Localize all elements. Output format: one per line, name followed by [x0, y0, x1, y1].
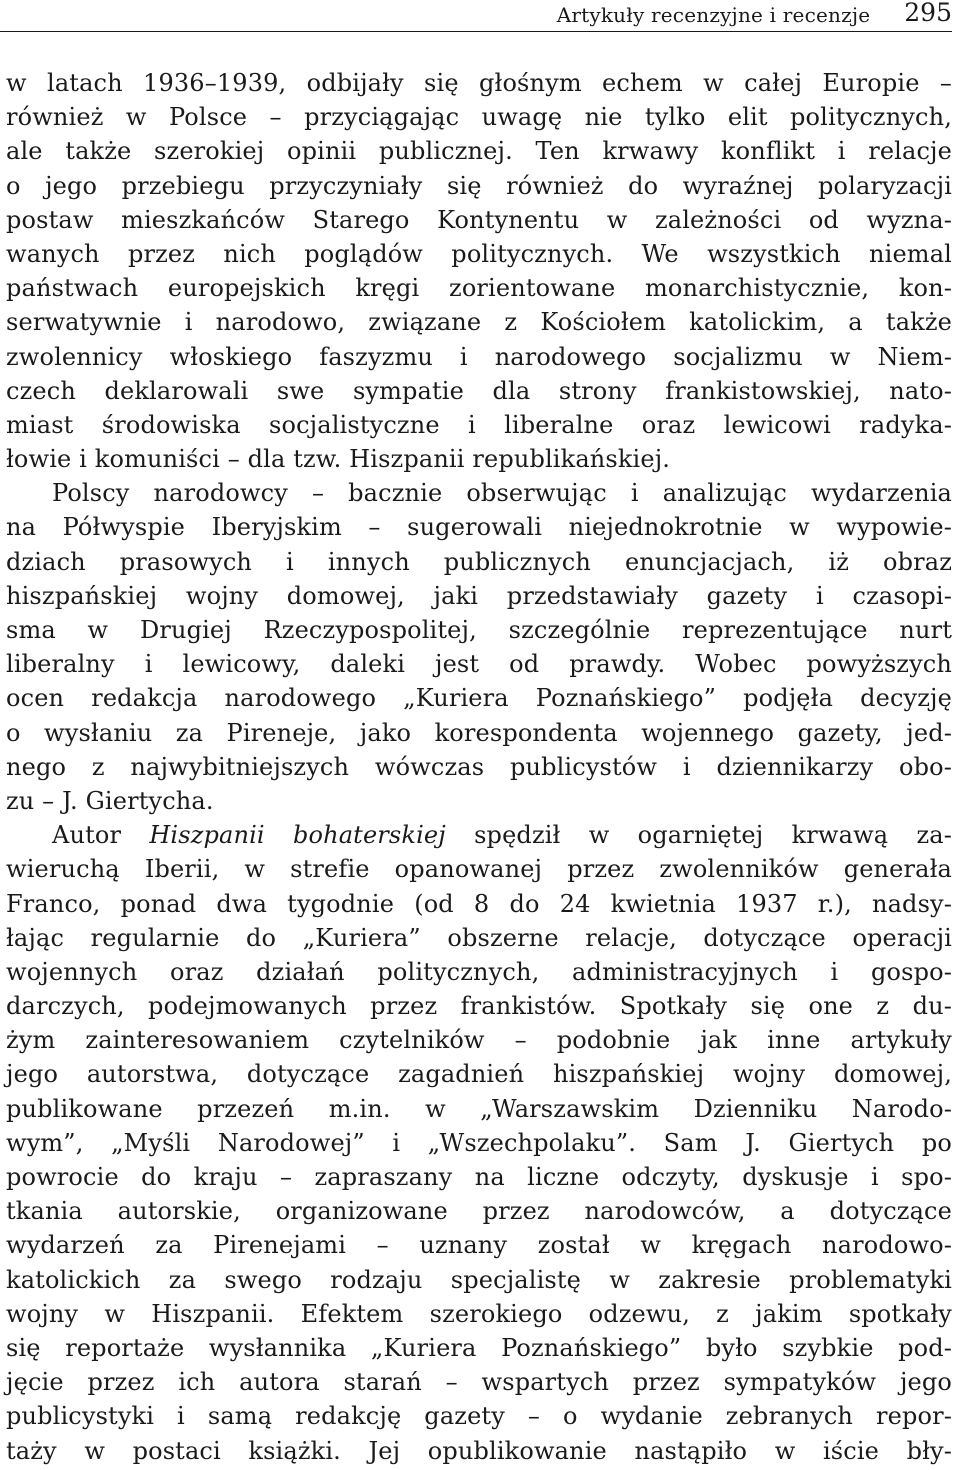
- text-line: [6, 1228, 952, 1262]
- text-line: [6, 681, 952, 715]
- text-line: [6, 1160, 952, 1194]
- text-line: [6, 545, 952, 579]
- text-line-segment: miast środowiska socjalistyczne i liberalne oraz lewicowi radyka-: [6, 410, 952, 439]
- text-line: [6, 1434, 952, 1468]
- text-line-segment: sma w Drugiej Rzeczypospolitej, szczególnie reprezentujące nurt: [6, 616, 952, 644]
- text-line-segment: zwolennicy włoskiego faszyzmu i narodowego socjalizmu w Niem-: [6, 342, 952, 371]
- text-line: [6, 1331, 952, 1365]
- text-line: [6, 1126, 952, 1160]
- text-line: [6, 271, 952, 305]
- text-line: [6, 476, 952, 510]
- text-line-segment: o jego przebiegu przyczyniały się również do wyraźnej polaryzacji: [6, 171, 952, 200]
- text-line-segment: darczych, podejmowanych przez frankistów. Spotkały się one z du-: [6, 992, 952, 1021]
- text-line: [6, 921, 952, 955]
- text-line-segment: powrocie do kraju – zapraszany na liczne odczyty, dyskusje i spo-: [6, 1163, 952, 1191]
- text-line-segment: wym”, „Myśli Narodowej” i „Wszechpolaku”. Sam J. Giertych po: [6, 1128, 952, 1157]
- text-line-segment: na Półwyspie Iberyjskim – sugerowali niejednokrotnie w wypowie-: [6, 513, 952, 542]
- text-line: [6, 237, 952, 271]
- text-line: [6, 1057, 952, 1091]
- running-header: [0, 0, 952, 32]
- text-line: [6, 408, 952, 442]
- text-line: [6, 374, 952, 408]
- text-line-segment: się reportaże wysłannika „Kuriera Poznańskiego” było szybkie pod-: [6, 1333, 952, 1362]
- text-line: [6, 818, 952, 852]
- text-line: [6, 784, 952, 818]
- text-line-segment: wojny w Hiszpanii. Efektem szerokiego odzewu, z jakim spotkały: [6, 1299, 952, 1328]
- text-line-segment: ale także szerokiej opinii publicznej. Ten krwawy konflikt i relacje: [6, 137, 952, 166]
- text-line-segment: żym zainteresowaniem czytelników – podobnie jak inne artykuły: [6, 1026, 952, 1055]
- text-line: [6, 510, 952, 544]
- text-line-segment: również w Polsce – przyciągając uwagę nie tylko elit politycznych,: [6, 103, 952, 132]
- text-line-segment: postaw mieszkańców Starego Kontynentu w zależności od wyzna-: [6, 205, 952, 234]
- text-line-segment: o wysłaniu za Pireneje, jako korespondenta wojennego gazety, jed-: [6, 718, 952, 747]
- text-line: [6, 989, 952, 1023]
- text-line: [6, 1399, 952, 1433]
- text-line: [6, 1023, 952, 1057]
- text-line: [6, 955, 952, 989]
- text-line: [6, 647, 952, 681]
- text-line-segment: Polscy narodowcy – bacznie obserwując i analizując wydarzenia: [52, 479, 952, 508]
- text-line-segment: czech deklarowali swe sympatie dla strony frankistowskiej, nato-: [6, 376, 952, 405]
- text-line: [6, 579, 952, 613]
- text-line: [6, 203, 952, 237]
- text-line-segment: nego z najwybitniejszych wówczas publicystów i dziennikarzy obo-: [6, 752, 952, 781]
- book-title-italic: Hiszpanii bohaterskiej: [149, 821, 446, 850]
- text-line: [6, 1194, 952, 1228]
- text-line-segment: wojennych oraz działań politycznych, administracyjnych i gospo-: [6, 957, 952, 986]
- text-line: [6, 1365, 952, 1399]
- text-line: [6, 852, 952, 886]
- text-line: [6, 305, 952, 339]
- text-line-segment: hiszpańskiej wojny domowej, jaki przedstawiały gazety i czasopi-: [6, 581, 952, 610]
- text-line-segment: łając regularnie do „Kuriera” obszerne relacje, dotyczące operacji: [6, 923, 952, 952]
- text-line-segment: serwatywnie i narodowo, związane z Kościołem katolickim, a także: [6, 308, 952, 337]
- text-line-segment: liberalny i lewicowy, daleki jest od prawdy. Wobec powyższych: [6, 650, 952, 679]
- text-line-segment: spędził w ogarniętej krwawą za-: [445, 821, 952, 850]
- text-line-segment: ocen redakcja narodowego „Kuriera Poznańskiego” podjęła decyzję: [6, 684, 952, 713]
- text-line: [6, 66, 952, 100]
- text-line: [6, 340, 952, 374]
- running-title: Artykuły recenzyjne i recenzje: [556, 3, 871, 27]
- text-line-segment: Franco, ponad dwa tygodnie (od 8 do 24 kwietnia 1937 r.), nadsy-: [6, 889, 952, 918]
- text-line-segment: zu – J. Giertycha.: [6, 786, 214, 815]
- text-line: [6, 887, 952, 921]
- page-number: 295: [904, 0, 952, 27]
- text-line-segment: wydarzeń za Pirenejami – uznany został w kręgach narodowo-: [6, 1231, 952, 1260]
- text-line-segment: łowie i komuniści – dla tzw. Hiszpanii republikańskiej.: [6, 445, 671, 474]
- text-line-segment: katolickich za swego rodzaju specjalistę w zakresie problematyki: [6, 1265, 952, 1294]
- text-line-segment: taży w postaci książki. Jej opublikowanie nastąpiło w iście bły-: [6, 1436, 952, 1465]
- text-line-segment: dziach prasowych i innych publicznych enuncjacjach, iż obraz: [6, 547, 952, 576]
- text-line: [6, 1092, 952, 1126]
- text-line-segment: jęcie przez ich autora starań – wspartych przez sympatyków jego: [6, 1368, 952, 1397]
- text-line-segment: jego autorstwa, dotyczące zagadnień hiszpańskiej wojny domowej,: [6, 1060, 952, 1089]
- text-line: [6, 750, 952, 784]
- text-line-segment: publikowane przezeń m.in. w „Warszawskim Dzienniku Narodo-: [6, 1094, 952, 1123]
- body-text: [6, 66, 952, 1468]
- text-line-segment: Autor: [52, 821, 150, 850]
- text-line: [6, 442, 952, 476]
- text-line: [6, 134, 952, 168]
- text-line: [6, 716, 952, 750]
- text-line-segment: państwach europejskich kręgi zorientowane monarchistycznie, kon-: [6, 274, 952, 303]
- text-line: [6, 169, 952, 203]
- text-line-segment: publicystyki i samą redakcję gazety – o wydanie zebranych repor-: [6, 1402, 952, 1431]
- text-line-segment: wanych przez nich poglądów politycznych. We wszystkich niemal: [6, 239, 952, 268]
- text-line-segment: tkania autorskie, organizowane przez narodowców, a dotyczące: [6, 1197, 952, 1226]
- text-line: [6, 1297, 952, 1331]
- text-line-segment: w latach 1936–1939, odbijały się głośnym echem w całej Europie –: [6, 69, 952, 97]
- text-line: [6, 613, 952, 647]
- text-line-segment: wieruchą Iberii, w strefie opanowanej przez zwolenników generała: [6, 855, 952, 884]
- text-line: [6, 100, 952, 134]
- text-line: [6, 1263, 952, 1297]
